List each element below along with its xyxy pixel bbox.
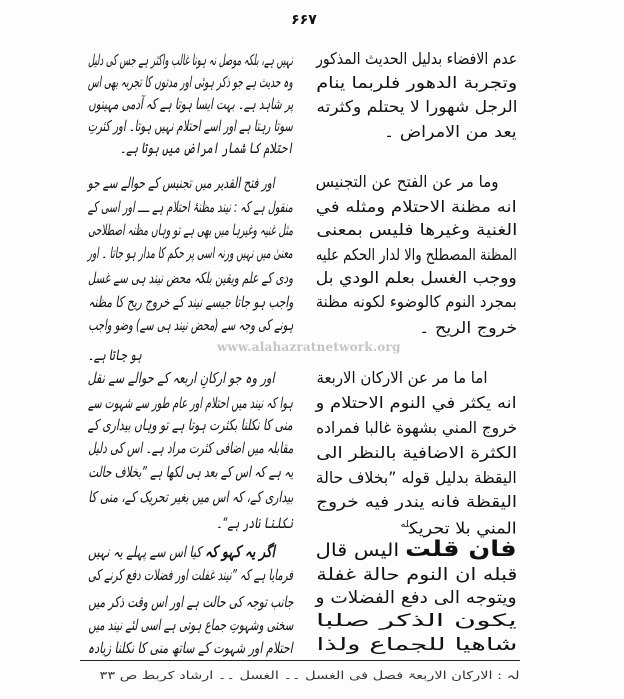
urdu-line [0,71,293,93]
line-text: ہو جاتا ہے۔ [88,346,142,364]
line-text: ہونے کی وجہ سے (محض نیند ہی سے) وضو واجب [88,316,293,334]
urdu-paragraph-start [5,172,275,194]
arabic-line [316,72,517,94]
line-text: المظنة المصطلح والا لدار الحكم عليه [316,245,517,264]
line-text [88,541,275,563]
line-text: اور فتح القدیر میں تجنیس کے حوالے سے جو [88,174,275,192]
urdu-line [0,437,293,459]
arabic-line [316,196,517,218]
heading-bold: فان قلت [405,537,517,562]
line-text: يعد من الامراض ۔ [384,122,517,141]
page-number: ۶۶۷ [291,12,317,28]
line-text: ويتوجه الى دفع الفضلات و [316,588,517,608]
line-text: نکلنا نادر ہے“۔ [216,514,293,532]
line-text: اليقظة بدليل قوله ”بخلاف حالة [316,468,517,487]
line-text: بیداری کے، کہ اس میں بغیر تحریک کے، منی کا [88,488,293,506]
line-text: منی کا نکلنا بکثرت ہوتا ہے تو وہاں بیداری کے [88,416,293,434]
line-text [401,514,517,539]
urdu-line [0,219,293,241]
arabic-line [316,219,517,241]
line-text: خروج المني بشهوة غالبا فمراده [316,418,517,437]
arabic-line [316,442,517,464]
urdu-line [0,564,293,586]
urdu-line [1,591,293,613]
line-text: واجب ہو جاتا جیسے نیند کے خروج ریح کا مظنہ [88,293,293,311]
heading-bold: اگر یہ کہو کہ [205,542,275,561]
line-body: المني بلا تحريك [409,518,517,538]
line-text: احتلام اور شہوت کے ساتھ منی کا نکلنا زیادہ [88,639,293,657]
footnote-marker: له [400,520,410,530]
line-text: مثل غنیہ وغیرہا میں بھی ہے تو وہاں مظنہ اصطلاحی [88,221,293,239]
line-text: وتجربة الدهور فلربما ينام [316,73,517,92]
arabic-line [316,610,517,632]
line-text: اور وہ جو ارکانِ اربعہ کے حوالے سے نقل [88,369,275,387]
arabic-line [384,121,517,143]
arabic-line [316,96,517,118]
arabic-line [311,467,517,489]
arabic-line [316,634,517,656]
urdu-line [6,486,293,508]
footnote [100,667,521,685]
heading-rest: کیا اس سے پہلے یہ نہیں [88,543,202,561]
line-text: نہیں ہے، بلکہ موصل نہ ہونا غالب واکثر ہے جس کی دلیل [88,51,293,69]
urdu-line [0,115,293,137]
line-text: بمجرد النوم كالوضوء لكونه مظنة [316,292,517,311]
arabic-text-column [316,0,517,660]
arabic-paragraph-start [304,171,499,193]
urdu-line [0,93,293,115]
urdu-line [0,461,293,483]
line-text: عدم الافضاء بدليل الحديث المذكور [316,49,517,68]
urdu-translation-column [88,0,293,660]
line-text: سوتا رہتا ہے اور اسے احتلام نہیں ہوتا۔ اور کثرتِ [88,117,293,135]
urdu-line [0,49,293,71]
arabic-line [316,267,517,289]
line-text: وہ حدیث ہے جو ذکر ہوئی اور مدتوں کا تجربہ بھی اس [88,73,293,91]
arabic-heading-line [316,537,517,563]
line-text: الكثرة الاضافية بالنظر الى [316,443,517,462]
arabic-paragraph-start [304,367,487,389]
urdu-line [0,196,293,218]
urdu-line [15,637,293,659]
line-text: ووجب الغسل بعلم الودي بل [316,268,517,287]
arabic-line [271,244,517,266]
urdu-paragraph-start [24,367,275,389]
line-text: انه يكثر في النوم الاحتلام و [316,393,517,412]
footnote-separator [80,660,520,661]
arabic-line [288,48,517,70]
line-text: احتلام کا شمار امراض میں ہوتا ہے۔ [120,139,293,157]
heading-rest: اليس قال [316,540,400,561]
urdu-line [0,267,293,289]
line-text: الرجل شهورا لا يحتلم وكثرته [316,97,517,116]
urdu-line [2,291,293,313]
line-text: شاهيا للجماع ولذا [316,635,517,655]
line-text: پر شاہد ہے۔ بہت ایسا ہوتا ہے کہ آدمی مہینوں [88,95,293,113]
line-text: جانب توجہ کی حالت ہے اور اس وقت ذکر میں [88,593,293,611]
arabic-line [316,491,517,513]
urdu-line [0,392,293,414]
line-text: انه مظنة الاحتلام ومثله في [316,197,517,216]
line-text: فرمایا ہے کہ ”نیند غفلت اور فضلات دفع کرنے کی [88,566,293,584]
urdu-line [179,512,293,534]
line-text: منقول ہے کہ : نیند مظنۂ احتلام ہے ــــ اور اسی کے [88,198,293,216]
watermark: www.alahazratnetwork.org [217,340,401,354]
line-text: اليقظة فانه يندر فيه خروج [316,492,517,511]
arabic-line [307,417,517,439]
urdu-line [5,414,293,436]
line-text: سختی وشہوتِ جماع ہوتی ہے اسی لئے نیند میں [87,616,293,634]
urdu-line [88,344,168,366]
line-text: خروج الريح ۔ [418,318,517,337]
arabic-line [400,514,517,538]
arabic-line [316,392,517,414]
line-text: معنیٰ میں نہیں ورنہ اسی پر حکم کا مدار ہو جاتا ۔ اور [87,244,293,262]
urdu-line [0,614,293,636]
line-text: اما ما مر عن الاركان الاربعة [316,368,487,387]
line-text: الغنية وغيرها فليس بمعنى [316,220,517,239]
arabic-line [316,564,517,586]
line-text: قبله ان النوم حالة غفلة [316,565,517,585]
arabic-line [299,291,517,313]
line-text: يكون الذكر صلبا [316,611,517,631]
footnote-text: لہ : الارکان الاربعۃ فصل فی الغسل ۔۔ الغسل ۔۔ ارشاد کربط ص ۳۳ [100,669,521,682]
line-text: ہوا کہ نیند میں احتلام اور عام طور سے شہوت سے [88,394,293,412]
line-text: وما مر عن الفتح عن التجنيس [316,172,499,191]
line-text: ودی کے علم ویقین بلکہ محض نیند ہی سے غسل [87,269,293,287]
arabic-line [316,587,517,609]
urdu-line [0,314,293,336]
line-text: مقابلہ میں اضافی کثرت مراد ہے۔ اس کی دلیل [88,439,293,457]
line-text: یہ ہے کہ اس کے بعد ہی لکھا ہے ”بخلاف حالت [88,463,293,481]
urdu-line [0,242,293,264]
urdu-heading-line [24,541,275,563]
arabic-line [418,317,517,339]
line-text [316,537,517,564]
urdu-line [36,137,293,159]
